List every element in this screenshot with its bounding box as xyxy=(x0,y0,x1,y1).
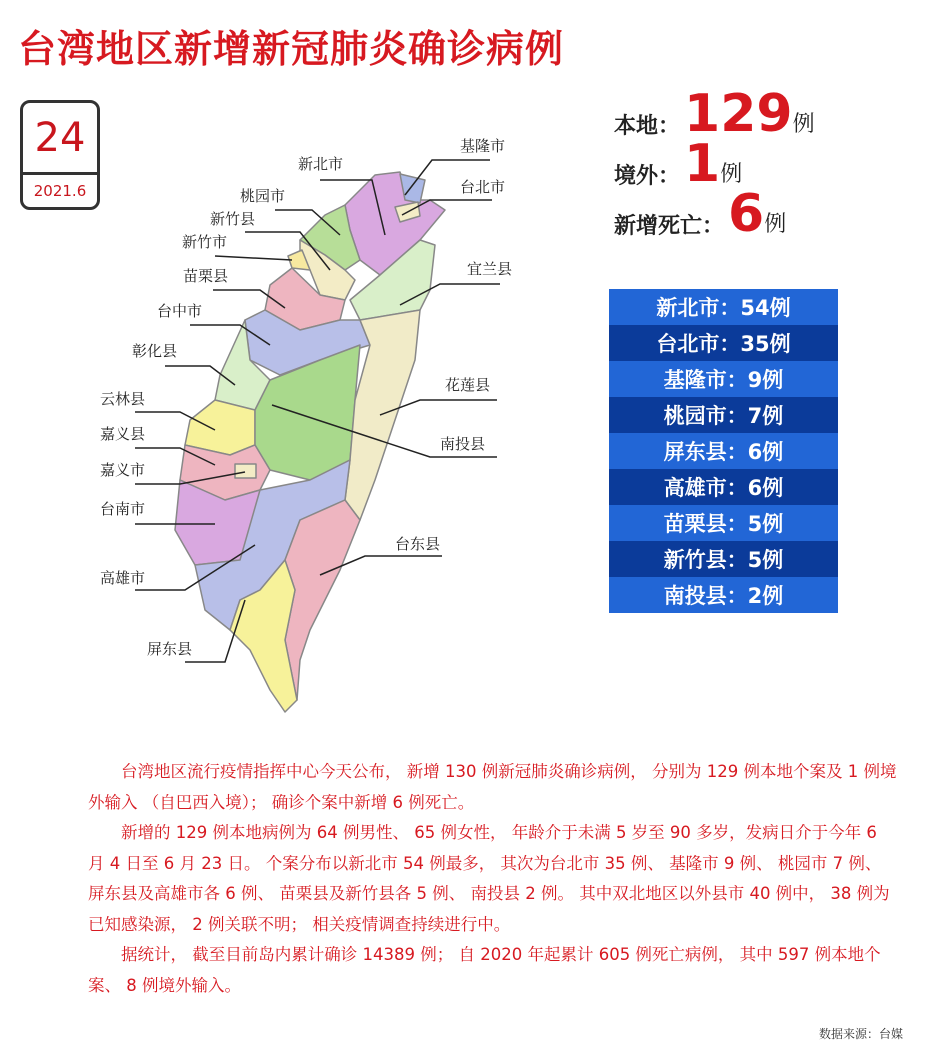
table-row: 屏东县：6例 xyxy=(609,433,838,469)
table-row: 台北市：35例 xyxy=(609,325,838,361)
label-pingtung: 屏东县 xyxy=(147,640,193,658)
date-year-month: 2021.6 xyxy=(33,182,87,200)
stat-imported xyxy=(614,134,815,194)
paragraph: 据统计， 截至目前岛内累计确诊 14389 例； 自 2020 年起累计 605 例死亡病例， 其中 597 例本地个案、 8 例境外输入。 xyxy=(88,945,881,995)
stat-value: 129 xyxy=(684,84,793,144)
table-row: 新北市：54例 xyxy=(609,289,838,325)
label-chiayi-county: 嘉义县 xyxy=(100,425,146,443)
case-stats xyxy=(614,84,815,244)
label-hsinchu-county: 新竹县 xyxy=(210,210,256,228)
stat-unit: 例 xyxy=(764,212,787,237)
paragraph: 台湾地区流行疫情指挥中心今天公布， 新增 130 例新冠肺炎确诊病例， 分别为 129 例本地个案及 1 例境外输入 （自巴西入境）； 确诊个案中新增 6 例死亡。 xyxy=(88,762,897,812)
table-row: 新竹县：5例 xyxy=(609,541,838,577)
label-tainan: 台南市 xyxy=(100,500,146,518)
label-taitung: 台东县 xyxy=(395,535,441,553)
region-chiayi-city xyxy=(235,464,256,478)
label-yilan: 宜兰县 xyxy=(467,260,513,278)
label-keelung: 基隆市 xyxy=(460,137,506,155)
stat-label: 本地： xyxy=(614,114,681,139)
label-hualien: 花莲县 xyxy=(445,376,491,394)
label-yunlin: 云林县 xyxy=(100,390,146,408)
label-chiayi-city: 嘉义市 xyxy=(100,461,146,479)
label-hsinchu-city: 新竹市 xyxy=(182,233,228,251)
label-taipei: 台北市 xyxy=(460,178,506,196)
region-taitung xyxy=(285,500,360,700)
stat-unit: 例 xyxy=(720,162,743,187)
stat-label: 境外： xyxy=(614,164,681,189)
data-source: 数据来源：台媒 xyxy=(818,1027,903,1041)
stat-value: 1 xyxy=(684,134,721,194)
stat-local xyxy=(614,84,815,144)
label-kaohsiung: 高雄市 xyxy=(100,569,146,587)
label-taichung: 台中市 xyxy=(157,302,203,320)
stat-deaths xyxy=(614,184,815,244)
label-taoyuan: 桃园市 xyxy=(240,187,286,205)
date-day: 24 xyxy=(23,103,97,175)
article-body xyxy=(88,757,898,1001)
label-nantou: 南投县 xyxy=(440,435,486,453)
table-row: 高雄市：6例 xyxy=(609,469,838,505)
table-row: 桃园市：7例 xyxy=(609,397,838,433)
stat-value: 6 xyxy=(728,184,765,244)
stat-label: 新增死亡： xyxy=(614,214,725,239)
page-title: 台湾地区新增新冠肺炎确诊病例 xyxy=(18,27,565,71)
stat-unit: 例 xyxy=(792,112,815,137)
label-miaoli: 苗栗县 xyxy=(183,267,229,285)
table-row: 南投县：2例 xyxy=(609,577,838,613)
label-changhua: 彰化县 xyxy=(132,342,178,360)
label-new-taipei: 新北市 xyxy=(298,155,344,173)
county-case-table xyxy=(609,289,838,613)
paragraph: 新增的 129 例本地病例为 64 例男性、 65 例女性， 年龄介于未满 5 岁至 90 多岁，发病日介于今年 6 月 4 日至 6 月 23 日。 个案分布以新北市 54 例最多， 其次为台北市 35 例、 基隆市 9 例、 桃园市 7 例、 屏东县及高雄市各 6 例、 苗栗县及新竹县各 5 例、 南投县 2 例。 其中双北地区以外县市 40 例中， 38 例为已知感染源， 2 例关联不明； 相关疫情调查持续进行中。 xyxy=(88,823,890,934)
table-row: 苗栗县：5例 xyxy=(609,505,838,541)
table-row: 基隆市：9例 xyxy=(609,361,838,397)
